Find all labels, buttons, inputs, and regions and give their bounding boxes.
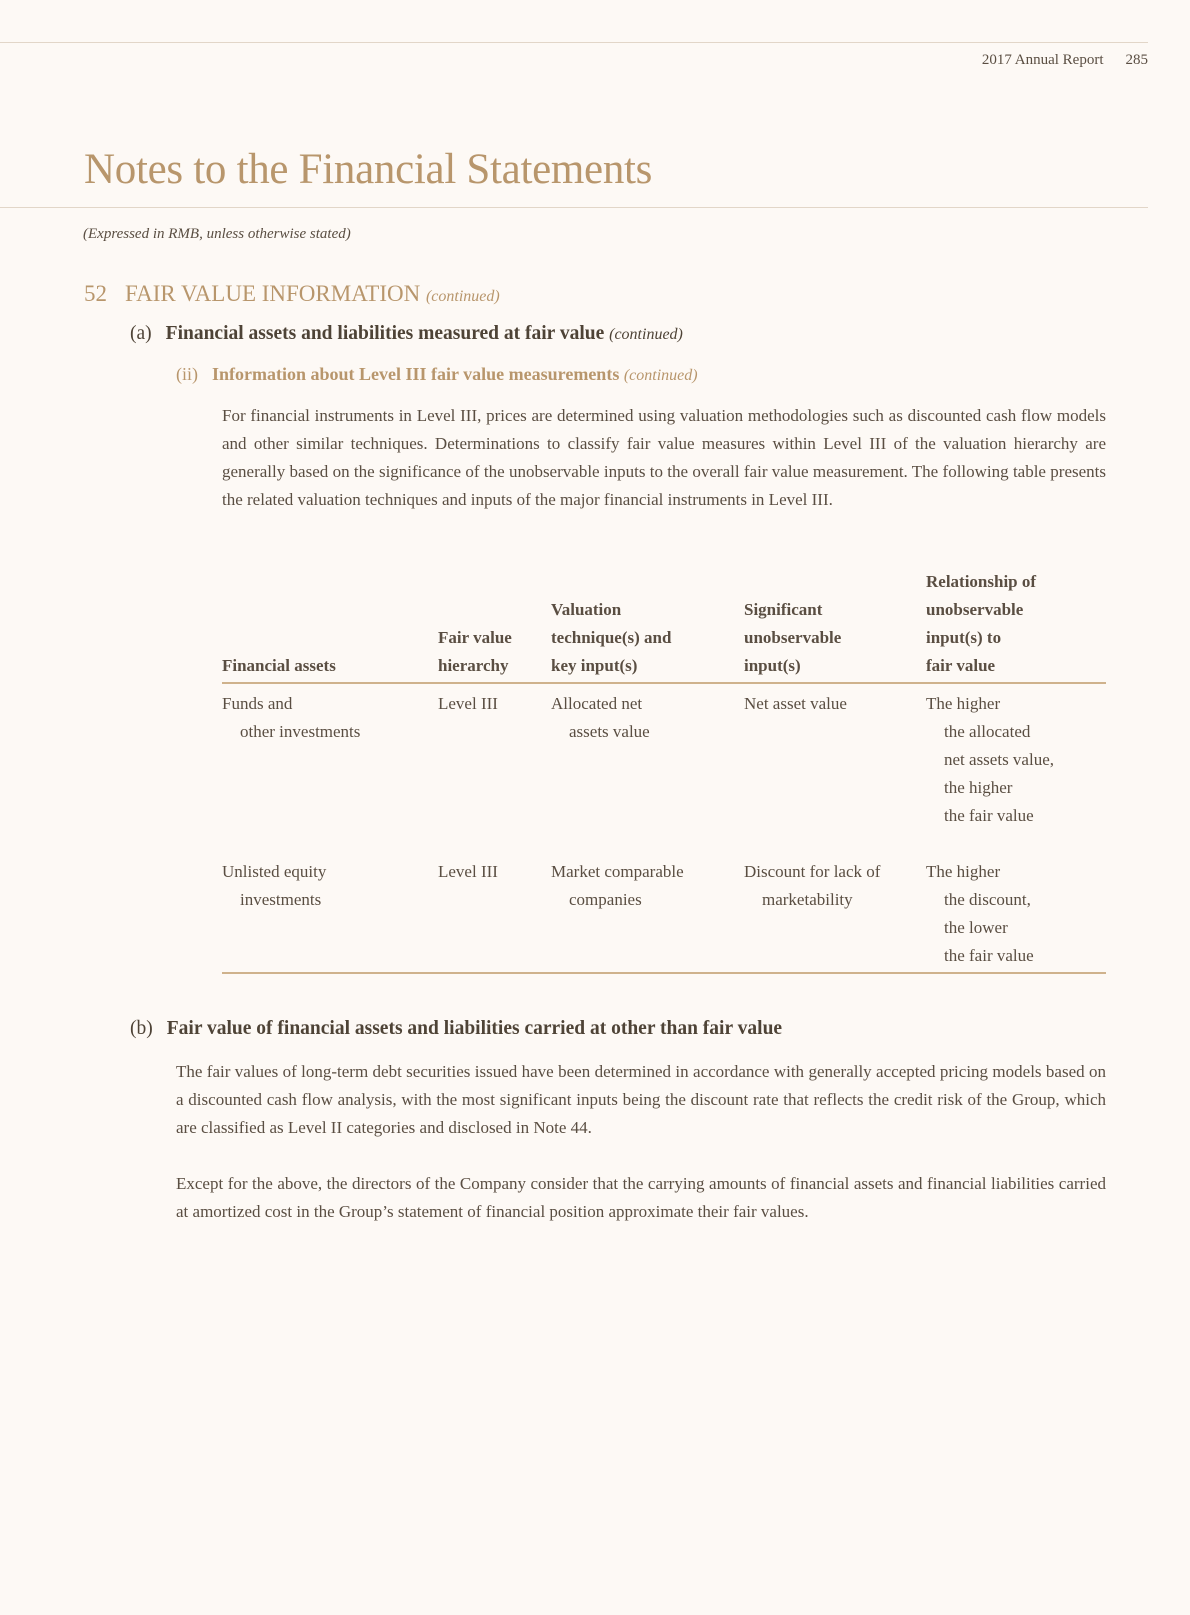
header-rule — [0, 42, 1148, 43]
subsection-b-heading — [130, 1018, 782, 1040]
header-valuation-technique: Valuation technique(s) and key input(s) — [551, 568, 744, 683]
level3-paragraph: For financial instruments in Level III, prices are determined using valuation methodologies such as discounted cash flow models and other similar techniques. Determinations to classify fair value measures within Level III of the valuation hierarchy are generally based on the significance of the unobservable inputs to the overall fair value measurement. The following table presents the related valuation techniques and inputs of the major financial instruments in Level III. — [222, 406, 1106, 509]
page-number: 285 — [1125, 52, 1148, 68]
currency-note: (Expressed in RMB, unless otherwise stated) — [83, 226, 351, 242]
section-heading — [84, 281, 500, 307]
header-relationship: Relationship of unobservable input(s) to fair value — [926, 568, 1106, 683]
subsection-label: (ii) — [176, 364, 198, 384]
cell-technique: Market comparable companies — [551, 852, 744, 973]
header-significant-input: Significant unobservable input(s) — [744, 568, 926, 683]
cell-hierarchy: Level III — [438, 852, 551, 973]
debt-securities-paragraph: The fair values of long-term debt securities issued have been determined in accordance with generally accepted pricing models based on a discounted cash flow analysis, with the most significant inputs being the discount rate that reflects the credit risk of the Group, which are classified as Level II categories and disclosed in Note 44. — [176, 1062, 1106, 1137]
cell-relationship: The higher the allocated net assets value, the higher the fair value — [926, 694, 1054, 825]
subsection-title: Information about Level III fair value measurements — [212, 364, 620, 384]
subsection-label: (b) — [130, 1018, 153, 1039]
level3-valuation-table — [222, 568, 1106, 974]
table-row — [222, 683, 1106, 852]
cell-relationship: The higher the discount, the lower the fair value — [926, 852, 1106, 973]
report-name: 2017 Annual Report — [981, 52, 1104, 68]
table-row — [222, 852, 1106, 973]
section-title: FAIR VALUE INFORMATION — [125, 281, 421, 306]
subsection-title: Financial assets and liabilities measured at fair value — [165, 323, 605, 344]
cell-hierarchy: Level III — [438, 694, 498, 713]
cell-asset: Unlisted equity investments — [222, 852, 438, 973]
cell-technique: Allocated net assets value — [551, 694, 650, 741]
subsection-title: Fair value of financial assets and liabilities carried at other than fair value — [166, 1018, 783, 1039]
running-header — [982, 52, 1148, 69]
continued-label: (continued) — [425, 288, 500, 305]
continued-label: (continued) — [609, 326, 683, 343]
header-financial-assets: Financial assets — [222, 568, 438, 683]
amortized-cost-paragraph: Except for the above, the directors of the Company consider that the carrying amounts of financial assets and financial liabilities carried at amortized cost in the Group’s statement of financial position approximate their fair values. — [176, 1174, 1106, 1221]
title-rule — [0, 207, 1148, 208]
cell-asset: Funds and other investments — [222, 694, 361, 741]
cell-input: Net asset value — [744, 694, 847, 713]
section-number: 52 — [84, 281, 107, 306]
table-header-row — [222, 568, 1106, 683]
cell-input: Discount for lack of marketability — [744, 852, 926, 973]
subsection-a-heading — [130, 323, 683, 345]
subsection-label: (a) — [130, 323, 152, 344]
subsection-ii-heading — [176, 364, 698, 385]
continued-label: (continued) — [623, 367, 698, 384]
page-title: Notes to the Financial Statements — [84, 146, 653, 193]
header-fair-value-hierarchy: Fair value hierarchy — [438, 568, 551, 683]
